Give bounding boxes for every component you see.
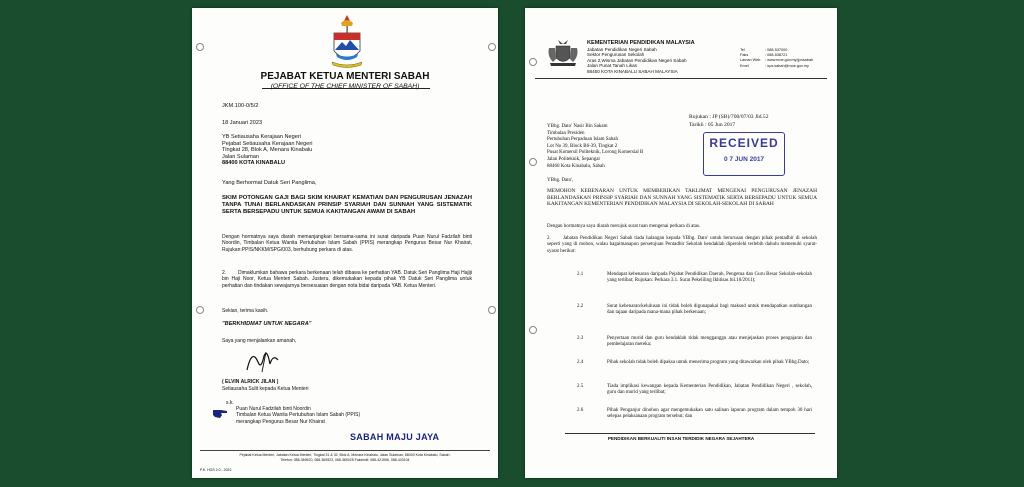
contact-value: : www.moe.gov.my/jpnsabah: [765, 58, 814, 63]
org-name: PEJABAT KETUA MENTERI SABAH: [260, 71, 430, 82]
footer-address: Pejabat Ketua Menteri, Jabatan Ketua Menteri, Tingkat 31 & 32, Blok A, Menara Kinabalu, Jalan Sulaman, 88400 Kota Kinabalu, Sabah.: [239, 453, 451, 457]
condition-text: Pihak sekolah tidak boleh dipaksa untuk menerima program yang ditawarkan oleh pihak YBhg.Dato;: [607, 360, 810, 365]
salutation: YBhg. Dato',: [547, 178, 574, 183]
pointing-hand-icon: [212, 406, 228, 419]
contact-label: Faks: [740, 53, 749, 58]
stamp-label: RECEIVED: [709, 136, 779, 150]
cc-label: s.k.: [226, 400, 234, 406]
salutation: Yang Berhormat Datuk Seri Panglima,: [222, 180, 317, 186]
paragraph-1: Dengan hormatnya saya diarah merujuk surat tuan mengenai perkara di atas.: [547, 224, 701, 229]
contact-value: : 088-538721: [765, 53, 788, 58]
signature-intro: Saya yang menjalankan amanah,: [222, 338, 297, 344]
condition-text: Penyertaan murid dan guru hendaklah tidak mengganggu atau menjejaskan proses pengajaran dan pembelajaran mereka;: [607, 336, 812, 348]
subject-line: SKIM POTONGAN GAJI BAGI SKIM KHAIRAT KEMATIAN DAN PENGURUSAN JENAZAH TANPA TUNAI BERLANDASKAN PRINSIP SYARIAH DAN SUNNAH YANG SISTEMATIK SERTA BERSEPADU UNTUK SEMUA KAKITANGAN AWAM DI SABAH: [222, 195, 472, 216]
footer-contact: Telefon: 088-369520, 088-369523, 088-369025 Faksimili: 088-421596, 088-433104: [280, 458, 410, 462]
condition-text: Pihak Penganjur dinohon agar mengemukakan satu salinan laporan program dalam tempoh 30 hari selepas pelaksanaan program tersebut; dan: [607, 408, 812, 420]
condition-text: Surat kebenaran/kelulusan ini tidak boleh digunapakai bagi maksud untuk mendapatkan sumbangan dan tajaan daripada mana-mana pihak berkenaan;: [607, 304, 812, 316]
letter-date: Tarikh : 05 Jun 2017: [689, 122, 736, 128]
slogan: SABAH MAJU JAYA: [350, 432, 440, 442]
recipient-line: Jalan Sulaman: [222, 153, 260, 160]
item-number: 2.5: [577, 384, 584, 389]
recipient-line: Lot No 39, Block B6-39, Tingkat 2: [547, 143, 618, 149]
signer-name: ( ELVIN ALRICK JILAN ): [222, 379, 279, 385]
punch-hole: [488, 43, 496, 51]
paragraph-1: Dengan hormatnya saya diarah memanjangkan bersama-sama ini surat daripada Puan Nurul Fadzilah binti Noordin, Timbalan Ketua Wanita Pertubuhan Islam Sabah (PPIS) merangkap Pengurus Besar Nur Khairat, Rujukan:PPIS/NKKM/SPG/003, berhubung perkara di atas.: [222, 234, 472, 253]
address-line: Jalan Punat Tanah Likas: [587, 63, 637, 69]
recipient-line: 88460 Kota Kinabalu, Sabah: [547, 163, 605, 169]
cc-line: Timbalan Ketua Wanita Pertubuhan Islam Sabah (PPIS): [236, 412, 361, 419]
recipient-address: [547, 124, 643, 170]
contact-value: : 088-537000: [765, 48, 788, 52]
contact-label: Laman Web: [740, 58, 761, 63]
cc-line: merangkap Pengurus Besar Nur Khairat: [236, 418, 325, 425]
subject-line: MEMOHON KEBENARAN UNTUK MEMBERIKAN TAKLIMAT MENGENAI PENGURUSAN JENAZAH BERLANDASKAN PRINSIP SYARIAH DAN SUNNAH YANG SISTEMATIK SERTA BERSEPADU UNTUK SEMUA KAKITANGAN KEMENTERIAN PENDIDIKAN MALAYSIA DI SEKOLAH-SEKOLAH DI SABAH: [547, 188, 817, 208]
punch-hole: [196, 306, 204, 314]
letter-chief-minister-office: [192, 8, 498, 478]
malaysia-coat-of-arms-icon: [545, 38, 581, 68]
condition-text: Tiada implikasi kewangan kepada Kementerian Pendidikan, Jabatan Pendidikan Negeri , sekolah, guru dan murid yang terlibat;: [607, 384, 812, 396]
item-number: 2.1: [577, 272, 584, 277]
item-number: 2.3: [577, 336, 584, 341]
paragraph-2: Jabatan Pendidikan Negeri Sabah tiada halangan kepada YBhg. Dato' untuk berurusan dengan pihak pentadbir di sekolah seperti yang di mohon, walau bagaimanapun persetujuan Pentadbir Sekolah hendaklah diperolehi terlebih dahulu memenuhi syarat-syarat berikut:: [547, 236, 817, 254]
cc-line: Puan Nurul Fadzilah binti Noordin: [236, 406, 311, 412]
reference-number: Rujukan : JP (SB)/700/07/03 Jld.52: [689, 114, 769, 120]
cc-list: [236, 406, 360, 425]
contact-label: Emel: [740, 63, 749, 68]
paragraph-2: Dimaklumkan bahawa perkara berkenaan telah dibawa ke perhatian YAB. Datuk Seri Panglima Haji Hajiji bin Haji Noor, Ketua Menteri Sabah. Justeru, dikemukakan kepada pihak YB Datuk Seri Panglima untuk perhatian dan tindakan sewajarnya bersesuaian dengan nota bidai daripada YAB. Ketua Menteri.: [222, 270, 472, 289]
address-line: 88450 KOTA KINABALU SABAH MALAYSIA: [587, 68, 678, 74]
form-code: P.K. HOS 2.0 - 2022: [200, 468, 232, 472]
recipient-line: 88400 KOTA KINABALU: [222, 160, 286, 167]
paragraph-2-number: 2.: [222, 270, 227, 276]
ministry-address: [587, 47, 687, 74]
recipient-line: Pejabat Setiausaha Kerajaan Negeri: [222, 140, 313, 147]
recipient-line: Tingkat 28, Blok A, Menara Kinabalu: [222, 147, 313, 154]
recipient-line: YB Setiausaha Kerajaan Negeri: [222, 134, 301, 140]
punch-hole: [196, 43, 204, 51]
recipient-line: Timbalan Presiden: [547, 130, 585, 136]
stamp-date: 0 7 JUN 2017: [723, 156, 765, 163]
recipient-line: Pusat Komersil Politeknik, Lorong Komersial B: [547, 150, 644, 156]
org-name-english: (OFFICE OF THE CHIEF MINISTER OF SABAH): [270, 83, 420, 90]
contact-value: : ops.sabah@moe.gov.my: [765, 63, 809, 68]
address-line: Sektor Pengurusan Sekolah: [587, 52, 645, 58]
signer-title: Setiausaha Sulit kepada Ketua Menteri: [222, 386, 309, 392]
closing-text: Sekian, terima kasih.: [222, 308, 269, 314]
recipient-line: YBhg. Dato' Nasir Bin Sakam: [547, 124, 608, 129]
letter-education-ministry: [525, 8, 837, 478]
motto: "BERKHIDMAT UNTUK NEGARA": [222, 321, 312, 327]
header-rule: [535, 78, 827, 79]
contact-label: Tel: [740, 48, 745, 52]
reference-number: JKM.100-0/5/2: [222, 103, 259, 109]
punch-hole: [529, 58, 537, 66]
footer-motto: PENDIDIKAN BERKUALITI INSAN TERDIDIK NEGARA SEJAHTERA: [607, 436, 755, 441]
header-rule: [262, 88, 430, 89]
recipient-line: Jalan Politeknik, Sepangar: [547, 156, 601, 162]
handwritten-signature: [244, 344, 284, 376]
punch-hole: [529, 158, 537, 166]
paragraph-2-number: 2.: [547, 236, 551, 241]
address-line: Aras 2,Wisma Jabatan Pendidikan Negeri Sabah: [587, 57, 687, 63]
letter-date: 18 Januari 2023: [222, 120, 263, 126]
address-line: Jabatan Pendidikan Negeri Sabah: [587, 47, 657, 52]
recipient-line: Pertubuhan Perpaduan Islam Sabah: [547, 137, 618, 143]
condition-text: Mendapat kebenaran daripada Pejabat Pendidikan Daerah, Pengetua dan Guru Besar Sekolah-sekolah yang terlibat; Rujukan: Perkara 3.1. Surat Pekeliling Ikhtisas bil.10/2011);: [607, 272, 812, 284]
footer-rule: [200, 450, 490, 451]
recipient-address: [222, 134, 313, 167]
contact-values: [765, 48, 813, 69]
contact-labels: [740, 48, 760, 69]
punch-hole: [529, 326, 537, 334]
sabah-coat-of-arms-icon: [330, 13, 364, 69]
ministry-name: KEMENTERIAN PENDIDIKAN MALAYSIA: [587, 40, 695, 46]
footer-rule: [565, 433, 815, 434]
item-number: 2.2: [577, 304, 584, 309]
received-stamp: [703, 132, 785, 176]
item-number: 2.6: [577, 408, 584, 413]
item-number: 2.4: [577, 360, 584, 365]
punch-hole: [488, 306, 496, 314]
